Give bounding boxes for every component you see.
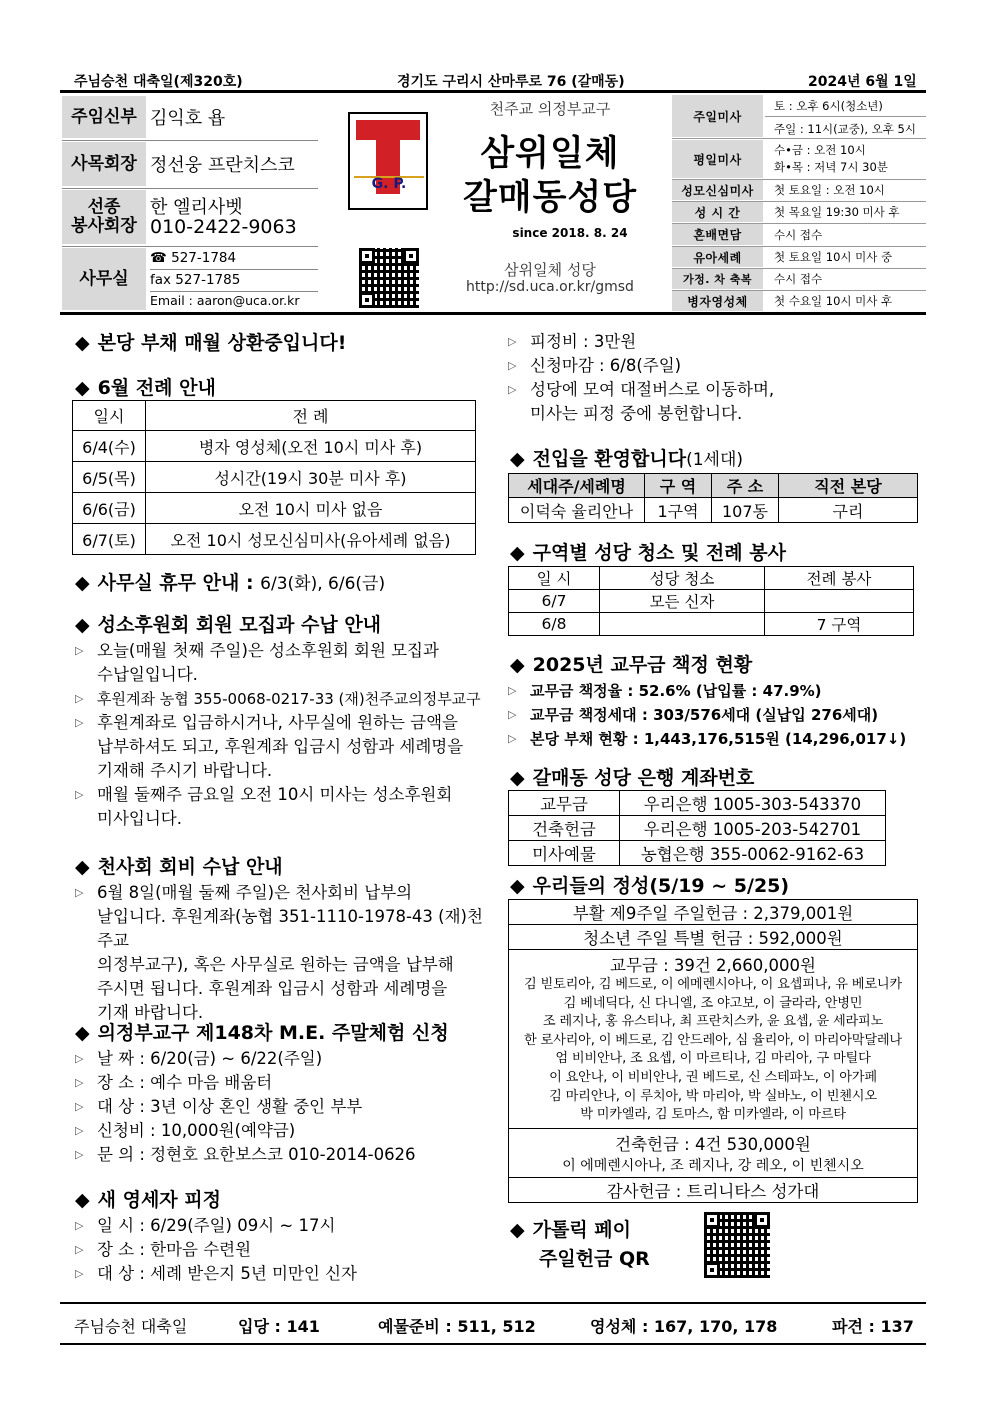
- table-cell: 6/5(목): [73, 462, 146, 493]
- table-header: 일 시: [509, 567, 600, 590]
- angel-society-text: ▷ 6월 8일(매월 둘째 주일)은 천사회비 납부의 날입니다. 후원계좌(농협 351-1110-1978-43 (재)천주교 의정부교구), 혹은 사무실로 원하는 금액을 납부해 주시면 됩니다. 후원계좌 입금시 성함과 세례명을 기재 바랍니다.: [75, 883, 483, 1022]
- top-rule: [60, 90, 926, 93]
- schedule-label: 성 시 간: [672, 202, 763, 222]
- schedule-value: 토 : 오후 6시(청소년): [774, 99, 883, 113]
- table-cell: 7 구역: [765, 613, 914, 636]
- welcome-count: (1세대): [686, 450, 744, 470]
- list-item: ▷ 대 상 : 3년 이상 혼인 생활 중인 부부: [75, 1097, 363, 1116]
- list-item: ▷ 신청마감 : 6/8(주일): [508, 356, 682, 375]
- schedule-value: 첫 토요일 : 오전 10시: [774, 183, 885, 197]
- header-rule: [60, 312, 926, 315]
- table-cell: 우리은행 1005-203-542701: [620, 816, 886, 841]
- table-cell: 오전 10시 미사 없음: [146, 493, 476, 524]
- section-vocation-support: ◆ 성소후원회 회원 모집과 수납 안내: [75, 614, 382, 636]
- footer-feast: 주님승천 대축일: [74, 1317, 188, 1336]
- schedule-label: 주일미사: [672, 95, 763, 137]
- divider: [62, 246, 318, 247]
- table-cell: 모든 신자: [600, 590, 765, 613]
- section-bank-accounts: ◆ 갈매동 성당 은행 계좌번호: [510, 767, 755, 789]
- mission-phone: 010-2422-9063: [150, 216, 297, 238]
- diocese-name: 천주교 의정부교구: [489, 100, 611, 118]
- office-phone: ☎ 527-1784: [150, 250, 237, 266]
- retreat-continued-list: [508, 330, 928, 426]
- section-office-closed: ◆ 사무실 휴무 안내 : 6/3(화), 6/6(금): [75, 572, 386, 594]
- table-cell: 6/8: [509, 613, 600, 636]
- logo-letters: G. P.: [371, 176, 407, 192]
- table-header: 일시: [73, 401, 146, 431]
- footer-bottom-rule: [60, 1343, 926, 1345]
- list-item: ▷ 본당 부채 현황 : 1,443,176,515원 (14,296,017↓): [508, 730, 907, 748]
- list-item: ▷ 성당에 모여 대절버스로 이동하며,: [508, 380, 775, 399]
- catholic-pay-subtitle: 주일헌금 QR: [539, 1248, 650, 1270]
- table-cell: 1구역: [645, 498, 712, 523]
- section-offerings: ◆ 우리들의 정성(5/19 ~ 5/25): [510, 875, 790, 897]
- table-cell: 성시간(19시 30분 미사 후): [146, 462, 476, 493]
- section-debt: ◆ 본당 부채 매월 상환중입니다!: [75, 332, 347, 354]
- table-header: 세대주/세례명: [509, 474, 645, 498]
- schedule-label: 평일미사: [672, 140, 763, 178]
- table-cell: 건축헌금: [509, 816, 620, 841]
- neophyte-retreat-list: [75, 1214, 495, 1286]
- footer-communion: 영성체 : 167, 170, 178: [590, 1317, 778, 1336]
- list-item: ▷ 교무금 책정세대 : 303/576세대 (실납입 276세대): [508, 706, 879, 724]
- schedule-value: 첫 토요일 10시 미사 중: [774, 250, 893, 264]
- table-cell: 부활 제9주일 주일헌금 : 2,379,001원: [509, 900, 918, 925]
- schedule-value: 수시 접수: [774, 272, 823, 286]
- council-label: 사목회장: [62, 142, 146, 186]
- bank-accounts-table: [508, 790, 886, 866]
- list-item: ▷ 대 상 : 세례 받은지 5년 미만인 신자: [75, 1264, 357, 1283]
- schedule-label: 유아세례: [672, 247, 763, 267]
- site-name: 삼위일체 성당: [504, 261, 596, 279]
- schedule-label: 가정. 차 축복: [672, 269, 763, 289]
- schedule-value: 첫 목요일 19:30 미사 후: [774, 205, 900, 219]
- office-closed-dates: 6/3(화), 6/6(금): [260, 574, 386, 594]
- june-liturgy-table: [72, 400, 476, 555]
- office-fax: fax 527-1785: [150, 272, 241, 288]
- section-neophyte-retreat: ◆ 새 영세자 피정: [75, 1189, 221, 1211]
- section-district-service: ◆ 구역별 성당 청소 및 전례 봉사: [510, 542, 786, 564]
- building-fund-names: 이 에메렌시아나, 조 레지나, 강 레오, 이 빈첸시오: [562, 1157, 864, 1174]
- table-cell: 농협은행 355-0062-9162-63: [620, 841, 886, 866]
- table-cell: 교무금: [509, 791, 620, 816]
- table-cell: 6/7: [509, 590, 600, 613]
- schedule-label: 성모신심미사: [672, 180, 763, 200]
- district-service-table: [508, 566, 914, 636]
- table-cell: 감사헌금 : 트리니타스 성가대: [509, 1177, 918, 1202]
- building-fund-total: 건축헌금 : 4건 530,000원: [615, 1134, 811, 1154]
- office-email: Email : aaron@uca.or.kr: [150, 293, 300, 308]
- list-item: 미사는 피정 중에 봉헌합니다.: [530, 404, 743, 423]
- church-name-line1: 삼위일체: [480, 134, 620, 174]
- list-item: ▷ 날 짜 : 6/20(금) ~ 6/22(주일): [75, 1049, 323, 1068]
- section-welcome: ◆ 전입을 환영합니다(1세대): [510, 448, 744, 470]
- table-cell: 6/6(금): [73, 493, 146, 524]
- mission-name: 한 엘리사벳: [150, 197, 243, 218]
- table-header: 직전 본당: [779, 474, 918, 498]
- council-value: 정선웅 프란치스코: [150, 155, 295, 176]
- address-label: 경기도 구리시 산마루로 76 (갈매동): [397, 74, 625, 90]
- table-cell: 구리: [779, 498, 918, 523]
- schedule-label: 병자영성체: [672, 291, 763, 311]
- table-cell: [600, 613, 765, 636]
- footer-dismissal: 파견 : 137: [832, 1317, 914, 1336]
- table-cell: 6/4(수): [73, 431, 146, 462]
- list-item: ▷ 피정비 : 3만원: [508, 332, 637, 351]
- table-header: 성당 청소: [600, 567, 765, 590]
- parish-logo: [348, 112, 428, 210]
- table-header: 전례 봉사: [765, 567, 914, 590]
- divider: [150, 269, 318, 270]
- welcome-table: [508, 473, 918, 523]
- dues-names: 김 빋토리아, 김 베드로, 이 에메렌시아나, 이 요셉피나, 유 베로니카 김 베네딕다, 신 다니엘, 조 야고보, 이 글라라, 안병민 조 레지나, 홍 유스티나, 최 프란치스카, 윤 요셉, 윤 세라피노 한 로사리아, 이 베드로, 김 안드레아, 심 율리아, 이 마리아막달레나 엄 비비안나, 조 요셉, 이 마르티나, 김 마리아, 구 마틸다 이 요안나, 이 비비안나, 권 베드로, 신 스테파노, 이 아가페 김 마리안나, 이 루치아, 박 마리아, 박 실바노, 이 빈첸시오 박 미카엘라, 김 토마스, 함 미카엘라, 이 마르타: [524, 977, 902, 1123]
- schedule-value: 화•목 : 저녁 7시 30분: [774, 160, 888, 174]
- table-header: 전 례: [146, 401, 476, 431]
- website-qr-code: [359, 248, 419, 308]
- issue-label: 주님승천 대축일(제320호): [74, 74, 243, 90]
- divider: [62, 140, 318, 141]
- church-name-line2: 갈매동성당: [462, 178, 638, 218]
- table-cell: 미사예물: [509, 841, 620, 866]
- table-cell: 청소년 주일 특별 헌금 : 592,000원: [509, 925, 918, 950]
- table-cell: 오전 10시 성모신심미사(유아세례 없음): [146, 524, 476, 555]
- table-cell: 병자 영성체(오전 10시 미사 후): [146, 431, 476, 462]
- footer-offertory: 예물준비 : 511, 512: [378, 1317, 536, 1336]
- section-me-weekend: ◆ 의정부교구 제148차 M.E. 주말체험 신청: [75, 1022, 449, 1044]
- list-item: ▷ 장 소 : 예수 마음 배움터: [75, 1073, 273, 1092]
- list-item: ▷ 일 시 : 6/29(주일) 09시 ~ 17시: [75, 1216, 336, 1235]
- priest-value: 김익호 욥: [150, 108, 226, 129]
- table-cell: [765, 590, 914, 613]
- vocation-support-text: ▷ 오늘(매월 첫째 주일)은 성소후원회 회원 모집과 수납일입니다. ▷ 후원계좌 농협 355-0068-0217-33 (재)천주교의정부교구 ▷ 후원계좌로 입금하시거나, 사무실에 원하는 금액을 납부하셔도 되고, 후원계좌 입금시 성함과 세례명을 기재해 주시기 바랍니다. ▷ 매월 둘째주 금요일 오전 10시 미사는 성소후원회 미사입니다.: [75, 641, 481, 828]
- offerings-table: [508, 899, 918, 1203]
- date-label: 2024년 6월 1일: [808, 74, 917, 90]
- list-item: ▷ 문 의 : 정현호 요한보스코 010-2014-0626: [75, 1145, 416, 1164]
- schedule-value: 수•금 : 오전 10시: [774, 143, 866, 157]
- table-cell: 107동: [712, 498, 779, 523]
- schedule-label: 혼배면담: [672, 224, 763, 245]
- me-weekend-list: [75, 1047, 495, 1167]
- table-cell: 우리은행 1005-303-543370: [620, 791, 886, 816]
- since-date: since 2018. 8. 24: [512, 226, 628, 240]
- catholic-pay-qr-code[interactable]: [704, 1212, 770, 1278]
- section-catholic-pay: ◆ 가톨릭 페이: [510, 1219, 632, 1241]
- list-item: ▷ 교무금 책정율 : 52.6% (납입률 : 47.9%): [508, 682, 822, 700]
- site-url[interactable]: http://sd.uca.or.kr/gmsd: [466, 279, 634, 295]
- table-header: 주 소: [712, 474, 779, 498]
- schedule-value: 주일 : 11시(교중), 오후 5시: [774, 122, 916, 136]
- schedule-value: 첫 수요일 10시 미사 후: [774, 294, 893, 308]
- list-item: ▷ 장 소 : 한마음 수련원: [75, 1240, 252, 1259]
- footer-top-rule: [60, 1302, 926, 1304]
- list-item: ▷ 신청비 : 10,000원(예약금): [75, 1121, 296, 1140]
- mission-label: 선종 봉사회장: [62, 190, 146, 244]
- divider: [150, 291, 318, 292]
- divider: [62, 188, 318, 189]
- dues-total: 교무금 : 39건 2,660,000원: [610, 956, 816, 975]
- schedule-value: 수시 접수: [774, 228, 823, 242]
- table-header: 구 역: [645, 474, 712, 498]
- table-cell: 이덕숙 율리안나: [509, 498, 645, 523]
- divider: [765, 116, 926, 117]
- section-2025-dues: ◆ 2025년 교무금 책정 현황: [510, 654, 753, 676]
- section-june-liturgy: ◆ 6월 전례 안내: [75, 377, 216, 399]
- table-cell: 6/7(토): [73, 524, 146, 555]
- section-angel-society: ◆ 천사회 회비 수납 안내: [75, 856, 283, 878]
- dues-status-list: [508, 679, 928, 751]
- priest-label: 주임신부: [62, 96, 146, 138]
- footer-entrance: 입당 : 141: [238, 1317, 320, 1336]
- office-label: 사무실: [62, 248, 146, 310]
- divider: [672, 138, 926, 139]
